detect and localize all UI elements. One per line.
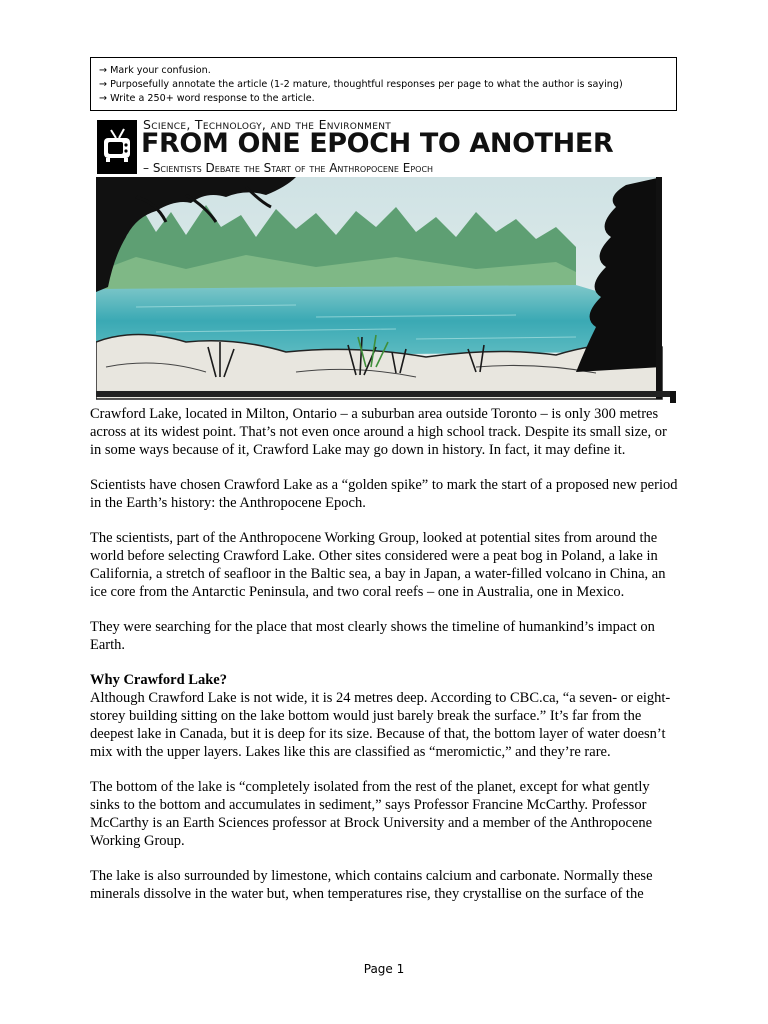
tv-icon [97, 120, 137, 174]
paragraph: Scientists have chosen Crawford Lake as a “golden spike” to mark the start of a proposed new period in the Earth’s history: the Anthropocene Epoch. [90, 477, 678, 511]
paragraph: They were searching for the place that most clearly shows the timeline of humankind’s impact on Earth. [90, 619, 655, 653]
paragraph: Although Crawford Lake is not wide, it is 24 metres deep. According to CBC.ca, “a seven- or eight-storey building sitting on the lake bottom would just barely break the surface.” It’s far from the deepest lake in Canada, but it is deep for its size. Because of that, the bottom layer of water doesn’t mix with the upper layers. Lakes like this are classified as “meromictic,” and they’re rare. [90, 690, 671, 760]
paragraph: The bottom of the lake is “completely isolated from the rest of the planet, except for what gently sinks to the bottom and accumulates in sediment,” says Professor Francine McCarthy. Professor McCarthy is an Earth Sciences professor at Brock University and a member of the Anthropocene Working Group. [90, 779, 653, 849]
paragraph: Crawford Lake, located in Milton, Ontario – a suburban area outside Toronto – is only 300 metres across at its widest point. That’s not even once around a high school track. Despite its small size, or in some ways because of it, Crawford Lake may go down in history. In fact, it may define it. [90, 406, 667, 458]
instructions-box [90, 57, 677, 111]
lake-illustration [96, 177, 676, 405]
section-heading: Why Crawford Lake? [90, 672, 227, 688]
series-title: Science, Technology, and the Environment [143, 117, 392, 132]
article-body [90, 405, 680, 920]
paragraph: The lake is also surrounded by limestone, which contains calcium and carbonate. Normally these minerals dissolve in the water but, when temperatures rise, they crystallise on the surface of the [90, 868, 653, 902]
instruction-item: → Purposefully annotate the article (1-2 mature, thoughtful responses per page to what the author is saying) [99, 79, 623, 90]
page-number: Page 1 [363, 962, 405, 976]
instruction-item: → Mark your confusion. [99, 65, 211, 76]
article-subhead: – Scientists Debate the Start of the Anthropocene Epoch [143, 161, 434, 175]
instruction-item: → Write a 250+ word response to the article. [99, 93, 315, 104]
article-banner [97, 117, 665, 177]
paragraph: The scientists, part of the Anthropocene Working Group, looked at potential sites from around the world before selecting Crawford Lake. Other sites considered were a peat bog in Poland, a lake in California, a stretch of seafloor in the Baltic sea, a bay in Japan, a water-filled volcano in China, an ice core from the Antarctic Peninsula, and two coral reefs – one in Australia, one in Mexico. [90, 530, 666, 600]
article-headline: FROM ONE EPOCH TO ANOTHER [141, 128, 614, 159]
